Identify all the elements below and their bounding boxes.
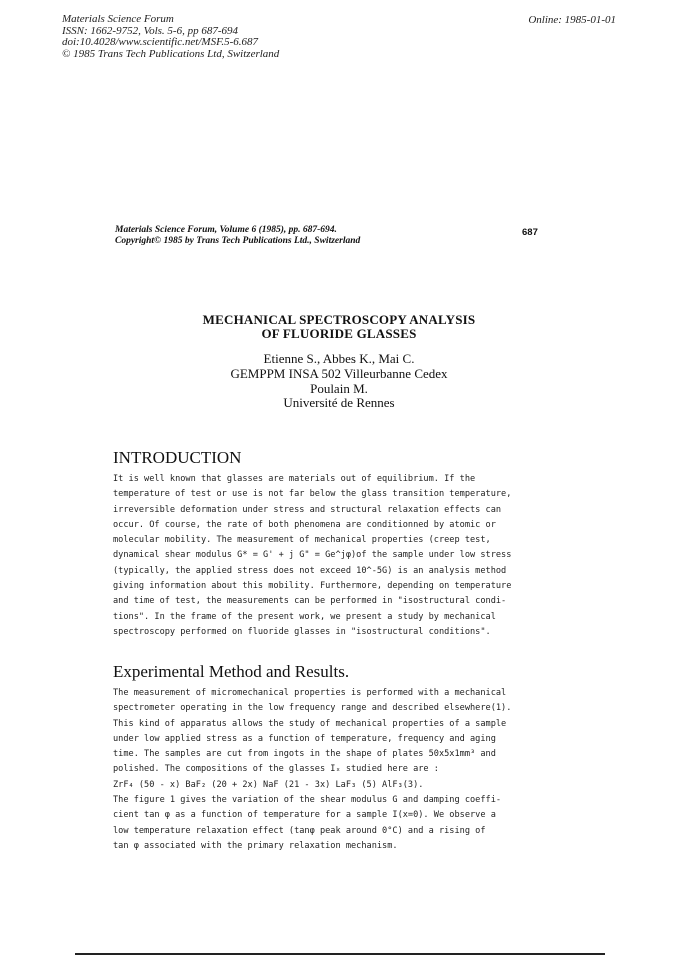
- paragraph-line: ZrF₄ (50 - x) BaF₂ (20 + 2x) NaF (21 - 3x) LaF₃ (5) AlF₃(3).: [113, 779, 424, 790]
- paragraph-line: (typically, the applied stress does not exceed 10^-5G) is an analysis method: [113, 565, 507, 576]
- doi-line: doi:10.4028/www.scientific.net/MSF.5-6.687: [62, 36, 259, 48]
- paragraph-line: under low applied stress as a function of temperature, frequency and aging: [113, 733, 496, 744]
- paragraph-line: tions". In the frame of the present work, we present a study by mechanical: [113, 611, 496, 622]
- journal-name: Materials Science Forum: [62, 13, 174, 25]
- authors-line-2: Poulain M.: [310, 380, 368, 396]
- issn-line: ISSN: 1662-9752, Vols. 5-6, pp 687-694: [62, 24, 238, 37]
- paragraph-line: spectrometer operating in the low frequency range and described elsewhere(1).: [113, 703, 512, 714]
- paragraph-line: giving information about this mobility. Furthermore, depending on temperature: [113, 581, 512, 592]
- paragraph-line: The figure 1 gives the variation of the shear modulus G and damping coeffi-: [113, 795, 502, 806]
- paper-title: [0, 313, 678, 341]
- paragraph-line: temperature of test or use is not far below the glass transition temperature,: [113, 489, 512, 500]
- affiliation-line-2: Université de Rennes: [283, 395, 395, 411]
- paragraph-line: polished. The compositions of the glasses Iₓ studied here are :: [113, 764, 439, 775]
- paragraph-line: cient tan φ as a function of temperature for a sample I(x=0). We observe a: [113, 810, 496, 821]
- paragraph-line: It is well known that glasses are materials out of equilibrium. If the: [113, 474, 476, 484]
- paragraph-line: time. The samples are cut from ingots in the shape of plates 50x5x1mm³ and: [113, 749, 496, 760]
- paragraph-line: tan φ associated with the primary relaxation mechanism.: [113, 840, 398, 851]
- experimental-heading: Experimental Method and Results.: [113, 662, 350, 681]
- online-date: Online: 1985-01-01: [528, 14, 616, 26]
- citation-line-1: Materials Science Forum, Volume 6 (1985), pp. 687-694.: [115, 225, 337, 235]
- citation-block: [115, 225, 495, 247]
- paragraph-line: occur. Of course, the rate of both phenomena are conditionned by atomic or: [113, 519, 496, 530]
- paragraph-line: The measurement of micromechanical properties is performed with a mechanical: [113, 688, 507, 698]
- paragraph-line: low temperature relaxation effect (tanφ peak around 0°C) and a rising of: [113, 825, 486, 836]
- authors-line: Etienne S., Abbes K., Mai C.: [263, 351, 415, 366]
- paragraph-line: dynamical shear modulus G* = G' + j G" = Ge^jφ)of the sample under low stress: [113, 550, 512, 561]
- title-line-2: OF FLUORIDE GLASSES: [261, 326, 417, 341]
- copyright-line: © 1985 Trans Tech Publications Ltd, Switzerland: [62, 47, 280, 60]
- paragraph-line: irreversible deformation under stress and structural relaxation effects can: [113, 504, 502, 515]
- paragraph-line: spectroscopy performed on fluoride glasses in "isostructural conditions".: [113, 626, 491, 637]
- title-line-1: MECHANICAL SPECTROSCOPY ANALYSIS: [202, 312, 476, 327]
- page-number: 687: [522, 227, 538, 238]
- introduction-body: [113, 472, 553, 640]
- paragraph-line: molecular mobility. The measurement of mechanical properties (creep test,: [113, 535, 491, 546]
- journal-header: [62, 14, 482, 60]
- paragraph-line: This kind of apparatus allows the study of mechanical properties of a sample: [113, 718, 507, 729]
- citation-line-2: Copyright© 1985 by Trans Tech Publications Ltd., Switzerland: [115, 236, 361, 246]
- footer-rule: [75, 953, 605, 955]
- introduction-heading: INTRODUCTION: [113, 448, 242, 467]
- experimental-body: [113, 686, 553, 854]
- paragraph-line: and time of test, the measurements can be performed in "isostructural condi-: [113, 596, 507, 607]
- affiliation-line: GEMPPM INSA 502 Villeurbanne Cedex: [230, 365, 448, 381]
- author-block: [0, 352, 678, 411]
